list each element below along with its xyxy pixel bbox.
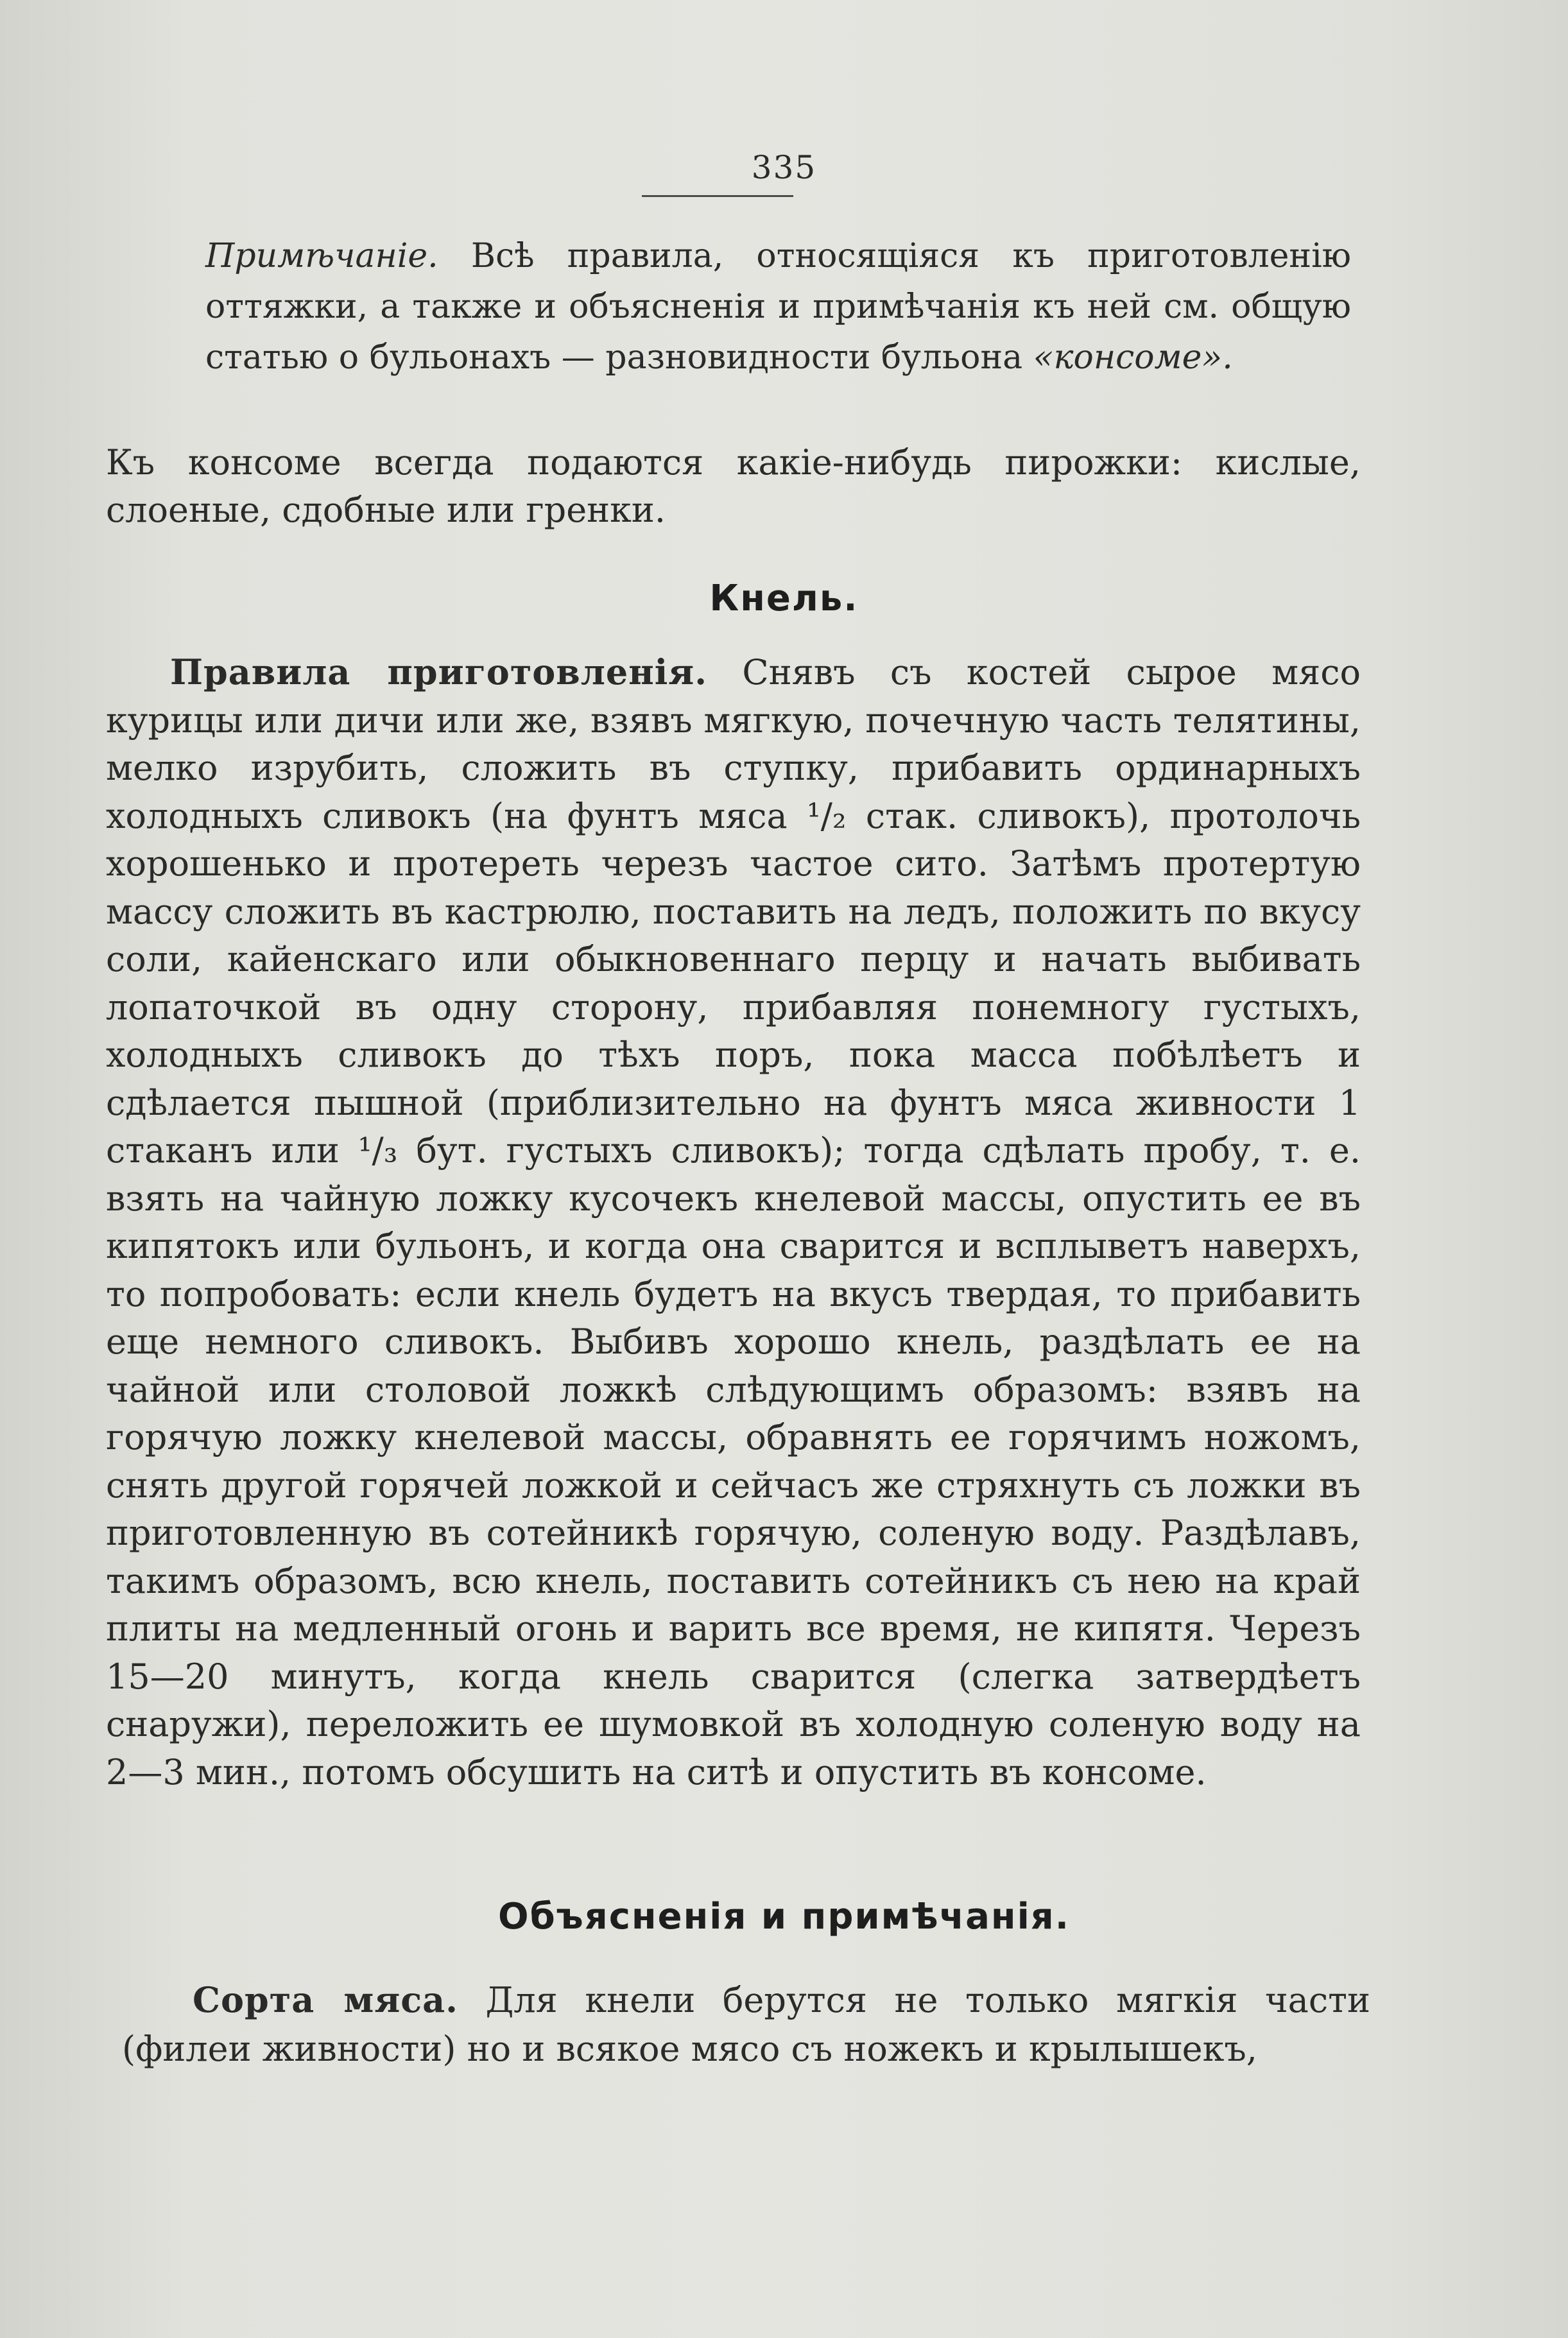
meat-types-body: Для кнели берутся не только мягкія части (филеи живности) но и всякое мясо съ ножекъ и крылышекъ, xyxy=(122,1980,1370,2069)
page-number-rule xyxy=(642,195,793,197)
knel-rules-text xyxy=(106,648,1361,1796)
note-paragraph xyxy=(205,231,1351,383)
meat-types-paragraph xyxy=(122,1975,1370,2074)
knel-rules-body: Снявъ съ костей сырое мясо курицы или дичи или же, взявъ мягкую, почечную часть телятины, мелко изрубить, сложить въ ступку, прибавить ординарныхъ холодныхъ сливокъ (на фунтъ мяса ¹/₂ стак. сливокъ), протолочь хорошенько и протереть черезъ частое сито. Затѣмъ протертую массу сложить въ кастрюлю, поставить на ледъ, положить по вкусу соли, кайенскаго или обыкновеннаго перцу и начать выбивать лопаточкой въ одну сторону, прибавляя понемногу густыхъ, холодныхъ сливокъ до тѣхъ поръ, пока масса побѣлѣетъ и сдѣлается пышной (приблизительно на фунтъ мяса живности 1 стаканъ или ¹/₃ бут. густыхъ сливокъ); тогда сдѣлать пробу, т. е. взять на чайную ложку кусочекъ кнелевой массы, опустить ее въ кипятокъ или бульонъ, и когда она сварится и всплыветъ наверхъ, то попробовать: если кнель будетъ на вкусъ твердая, то прибавить еще немного сливокъ. Выбивъ хорошо кнель, раздѣлать ее на чайной или столовой ложкѣ слѣдующимъ образомъ: взявъ на горячую ложку кнелевой массы, обравнять ее горячимъ ножомъ, снять другой горячей ложкой и сейчасъ же стряхнуть съ ложки въ приготовленную въ сотейникѣ горячую, соленую воду. Раздѣлавъ, такимъ образомъ, всю кнель, поставить сотейникъ съ нею на край плиты на медленный огонь и варить все время, не кипятя. Черезъ 15—20 минутъ, когда кнель сварится (слегка затвердѣетъ снаружи), переложить ее шумовкой въ холодную соленую воду на 2—3 мин., потомъ обсушить на ситѣ и опустить въ консоме. xyxy=(106,652,1361,1792)
pirozhki-text: Къ консоме всегда подаются какіе-нибудь пирожки: кислые, слоеные, сдобные или гренки. xyxy=(106,442,1361,530)
pirozhki-paragraph xyxy=(106,439,1361,534)
meat-types-text xyxy=(122,1975,1370,2074)
section-heading-notes: Объясненія и примѣчанія. xyxy=(497,1896,1071,1938)
section-heading-knel: Кнель. xyxy=(709,578,859,619)
knel-rules-paragraph xyxy=(106,648,1361,1796)
meat-types-lead: Сорта мяса. xyxy=(193,1979,458,2020)
knel-rules-lead: Правила приготовленія. xyxy=(170,651,707,692)
note-text xyxy=(205,231,1351,383)
page-number: 335 xyxy=(751,149,817,186)
note-consomme: «консоме». xyxy=(1033,338,1233,377)
note-lead-in: Примѣчаніе. xyxy=(205,237,438,275)
note-body: Всѣ правила, относящіяся къ приготовленію оттяжки, а также и объясненія и примѣчанія къ ней см. общую статью о бульонахъ — разновидности бульона xyxy=(205,237,1351,377)
